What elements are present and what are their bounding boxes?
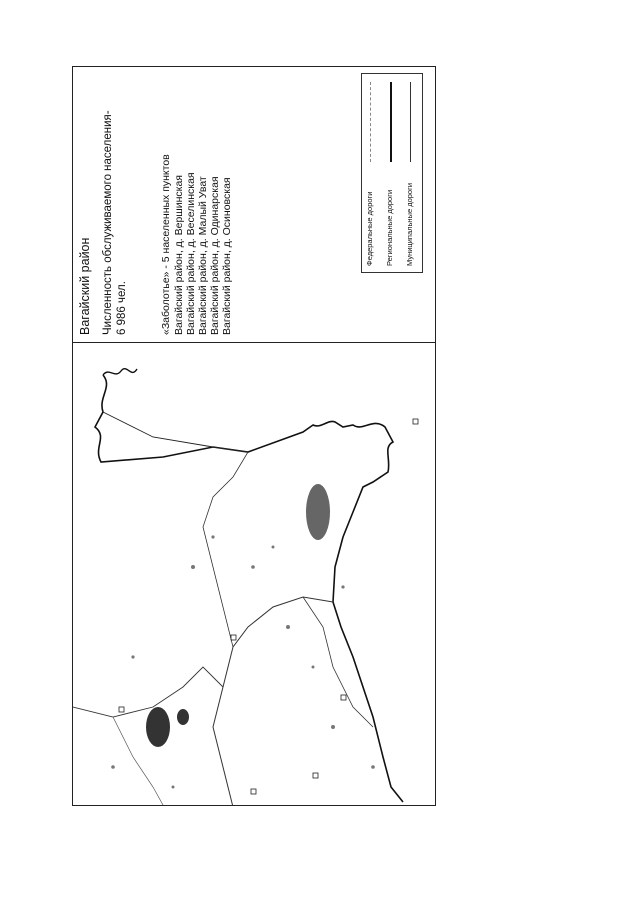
population-line-1: Численность обслуживаемого населения-: [102, 110, 114, 335]
settlement-cluster-vagai: [146, 707, 189, 747]
river: [103, 369, 137, 375]
legend-label-municipal: Муниципальные дороги: [405, 182, 414, 266]
settlement-cluster-north: [306, 484, 330, 540]
district-map: [73, 67, 435, 805]
settlement-item: Вагайский район, д. Осиновская: [221, 177, 233, 335]
legend-label-federal: Федеральные дороги: [365, 191, 374, 266]
settlement-item: Вагайский район, д. Одинарская: [209, 176, 221, 335]
road-north: [203, 452, 248, 647]
settlement-item: Вагайский район, д. Вершинская: [173, 175, 185, 335]
settlement-item: Вагайский район, д. Веселинская: [185, 172, 197, 335]
population-line-2: 6 986 чел.: [116, 281, 128, 335]
settlements-header: «Заболотье» - 5 населенных пунктов: [160, 154, 172, 335]
district-title: Вагайский район: [78, 237, 92, 335]
north-boundary: [103, 412, 248, 452]
legend-label-regional: Региональные дороги: [385, 189, 394, 266]
road-main: [213, 597, 333, 805]
road-west: [73, 667, 223, 717]
map-sheet: [72, 66, 436, 806]
district-boundary: [95, 375, 403, 802]
settlement-item: Вагайский район, д. Малый Уват: [197, 176, 209, 335]
